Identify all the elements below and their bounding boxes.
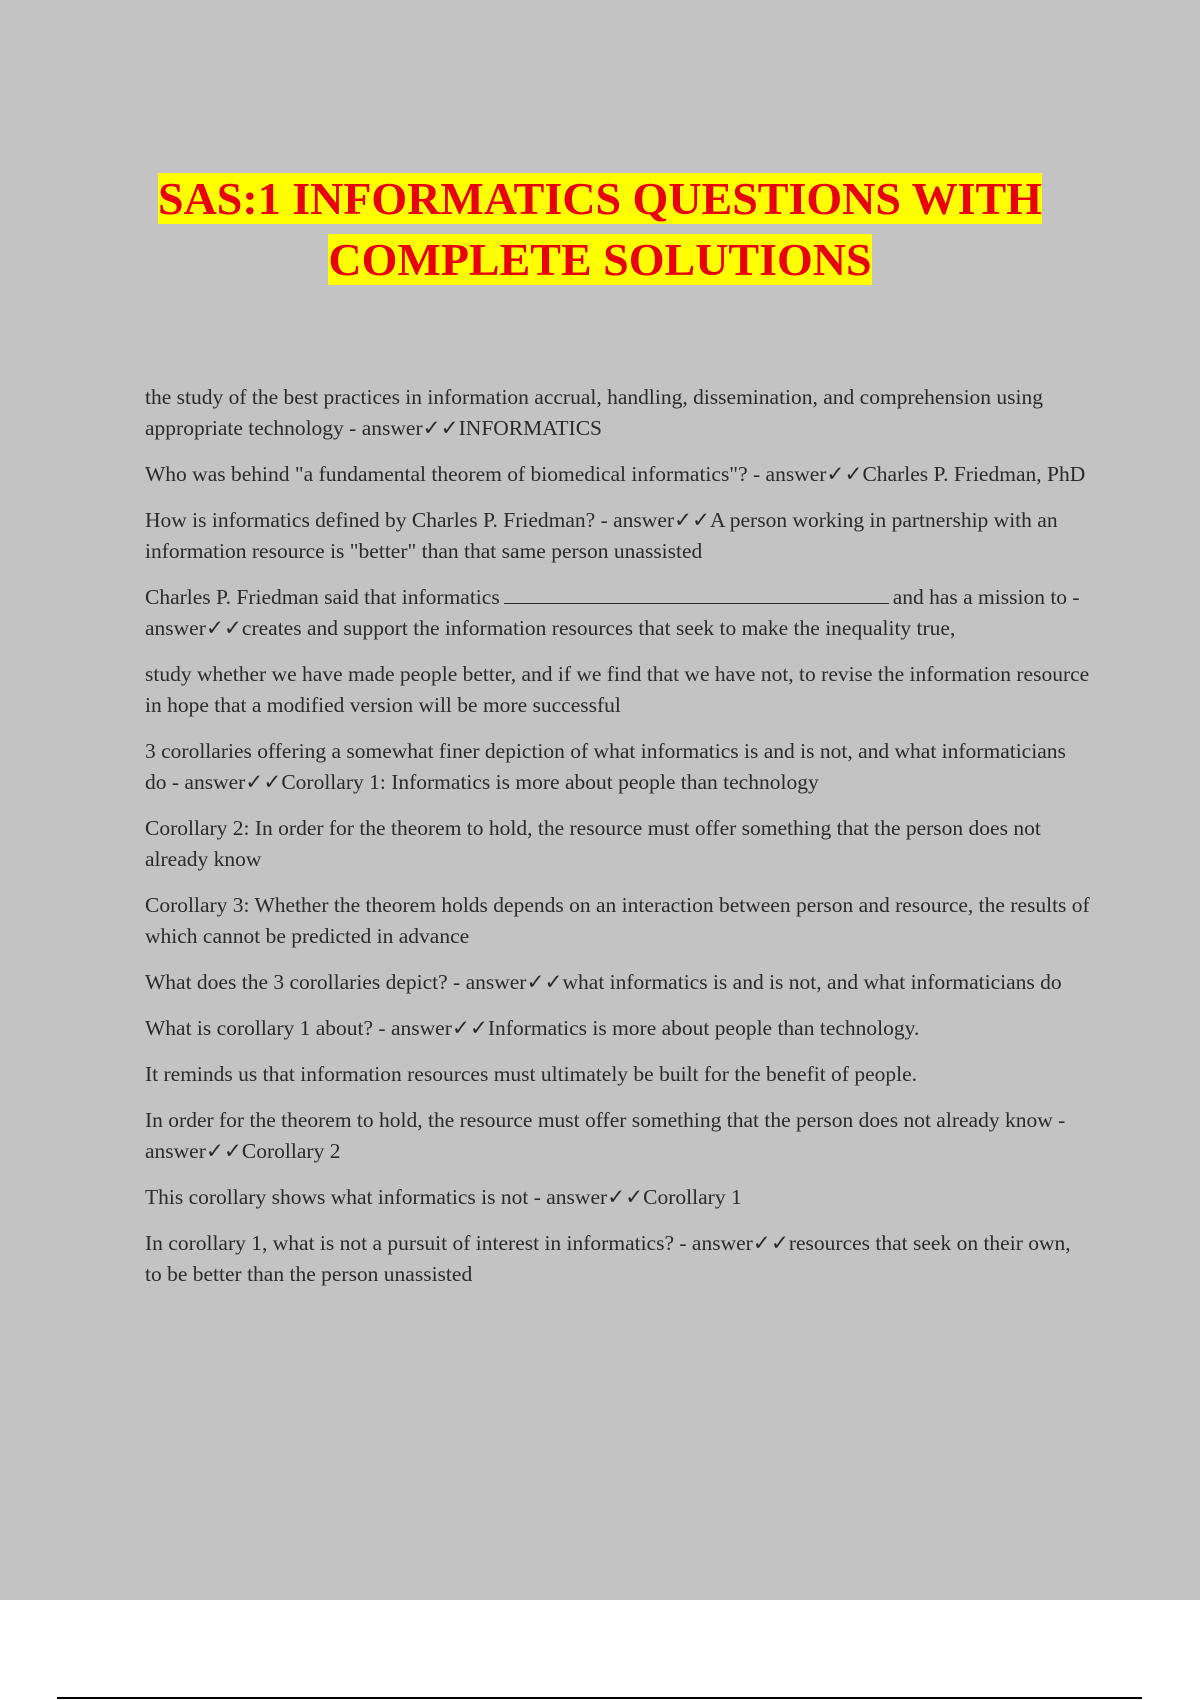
title-line-2: COMPLETE SOLUTIONS [328, 234, 872, 285]
paragraph: Corollary 3: Whether the theorem holds depends on an interaction between person and resource, the results of which cannot be predicted in advance [145, 893, 1090, 948]
mission-text-before-blank: Charles P. Friedman said that informatics [145, 585, 500, 609]
paragraph: It reminds us that information resources must ultimately be built for the benefit of people. [145, 1062, 918, 1086]
paragraph: study whether we have made people better, and if we find that we have not, to revise the information resource in hope that a modified version will be more successful [145, 662, 1090, 717]
paragraph-friedman-mission [145, 582, 1090, 644]
paragraph: This corollary shows what informatics is not - answer✓✓Corollary 1 [145, 1185, 742, 1209]
document-body [145, 382, 1090, 1305]
paragraph: In order for the theorem to hold, the resource must offer something that the person does not already know - answer✓✓Corollary 2 [145, 1108, 1066, 1163]
paragraph: In corollary 1, what is not a pursuit of interest in informatics? - answer✓✓resources that seek on their own, to be better than the person unassisted [145, 1231, 1071, 1286]
paragraph: What is corollary 1 about? - answer✓✓Informatics is more about people than technology. [145, 1016, 920, 1040]
title-line-1: SAS:1 INFORMATICS QUESTIONS WITH [158, 173, 1042, 224]
paragraph: 3 corollaries offering a somewhat finer depiction of what informatics is and is not, and what informaticians do - answer✓✓Corollary 1: Informatics is more about people than technology [145, 739, 1066, 794]
paragraph: the study of the best practices in information accrual, handling, dissemination, and comprehension using appropriate technology - answer✓✓INFORMATICS [145, 385, 1044, 440]
paragraph: What does the 3 corollaries depict? - answer✓✓what informatics is and is not, and what informaticians do [145, 970, 1062, 994]
footer-divider [57, 1697, 1142, 1699]
paragraph: Who was behind "a fundamental theorem of biomedical informatics"? - answer✓✓Charles P. Friedman, PhD [145, 462, 1086, 486]
fill-in-blank-line [504, 583, 889, 604]
paragraph: How is informatics defined by Charles P. Friedman? - answer✓✓A person working in partnership with an information resource is "better" than that same person unassisted [145, 508, 1058, 563]
mission-text-after-blank: and has a mission to - answer✓✓creates and support the information resources that seek to make the inequality true, [145, 585, 1080, 640]
paragraph: Corollary 2: In order for the theorem to hold, the resource must offer something that the person does not already know [145, 816, 1041, 871]
document-title [0, 168, 1200, 290]
